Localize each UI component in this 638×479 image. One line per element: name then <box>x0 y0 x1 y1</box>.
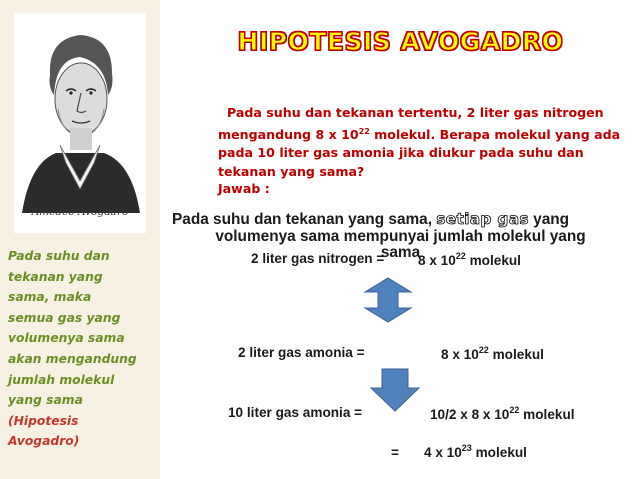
sidebar-note-reference: (Hipotesis <box>8 413 79 428</box>
down-arrow-icon <box>370 368 420 412</box>
question-line: tekanan yang sama? <box>218 163 365 179</box>
sidebar-note-line: Pada suhu dan <box>8 249 110 263</box>
sidebar-note <box>8 246 158 452</box>
portrait-engraving <box>14 13 146 233</box>
calc-row-4-value: 4 x $10^{23}$ molekul <box>424 443 527 460</box>
question-text <box>218 104 638 181</box>
calc-row-1-value: 8 x $10^{22}$ molekul <box>418 251 521 268</box>
calc-row-2-value: 8 x $10^{22}$ molekul <box>441 345 544 362</box>
avogadro-statement: Pada suhu dan tekanan yang sama, setiap gas yang volumenya sama mempunyai jumlah molekul yang sama <box>168 211 633 262</box>
calc-row-1-label: 2 liter gas nitrogen = <box>251 251 385 266</box>
statement-line: sama <box>380 244 421 261</box>
sidebar-note-line: tekanan yang <box>8 269 103 284</box>
sidebar-note-line: volumenya sama <box>8 331 125 346</box>
calc-row-2-label: 2 liter gas amonia = <box>238 345 365 360</box>
portrait-signature: Amedeo Avogadro <box>31 206 129 218</box>
statement-line: volumenya sama mempunyai jumlah molekul yang <box>215 227 586 245</box>
sidebar-note-reference: Avogadro) <box>8 434 80 449</box>
calc-row-3-label: 10 liter gas amonia = <box>228 405 363 420</box>
question-line: mengandung 8 x $10^{22}$ molekul. Berapa molekul yang ada <box>218 126 621 142</box>
sidebar-note-line: sama, maka <box>8 290 92 305</box>
sidebar-note-line: yang sama <box>8 393 83 408</box>
left-sidebar-panel <box>0 0 160 479</box>
sidebar-note-line: akan mengandung <box>8 351 137 366</box>
sidebar-note-line: jumlah molekul <box>8 372 115 387</box>
sidebar-note-line: semua gas yang <box>8 310 121 325</box>
answer-label: Jawab : <box>218 181 270 196</box>
statement-emphasis: setiap gas <box>436 210 529 228</box>
question-line: Pada suhu dan tekanan tertentu, 2 liter gas nitrogen <box>227 105 604 120</box>
question-line: pada 10 liter gas amonia jika diukur pada suhu dan <box>218 145 584 161</box>
calc-row-3-value: 10/2 x 8 x $10^{22}$ molekul <box>430 405 575 422</box>
avogadro-portrait <box>14 13 146 233</box>
calc-row-4-equals: = <box>391 445 399 460</box>
slide-title: HIPOTESIS AVOGADRO <box>237 27 564 56</box>
double-arrow-icon <box>360 277 416 323</box>
